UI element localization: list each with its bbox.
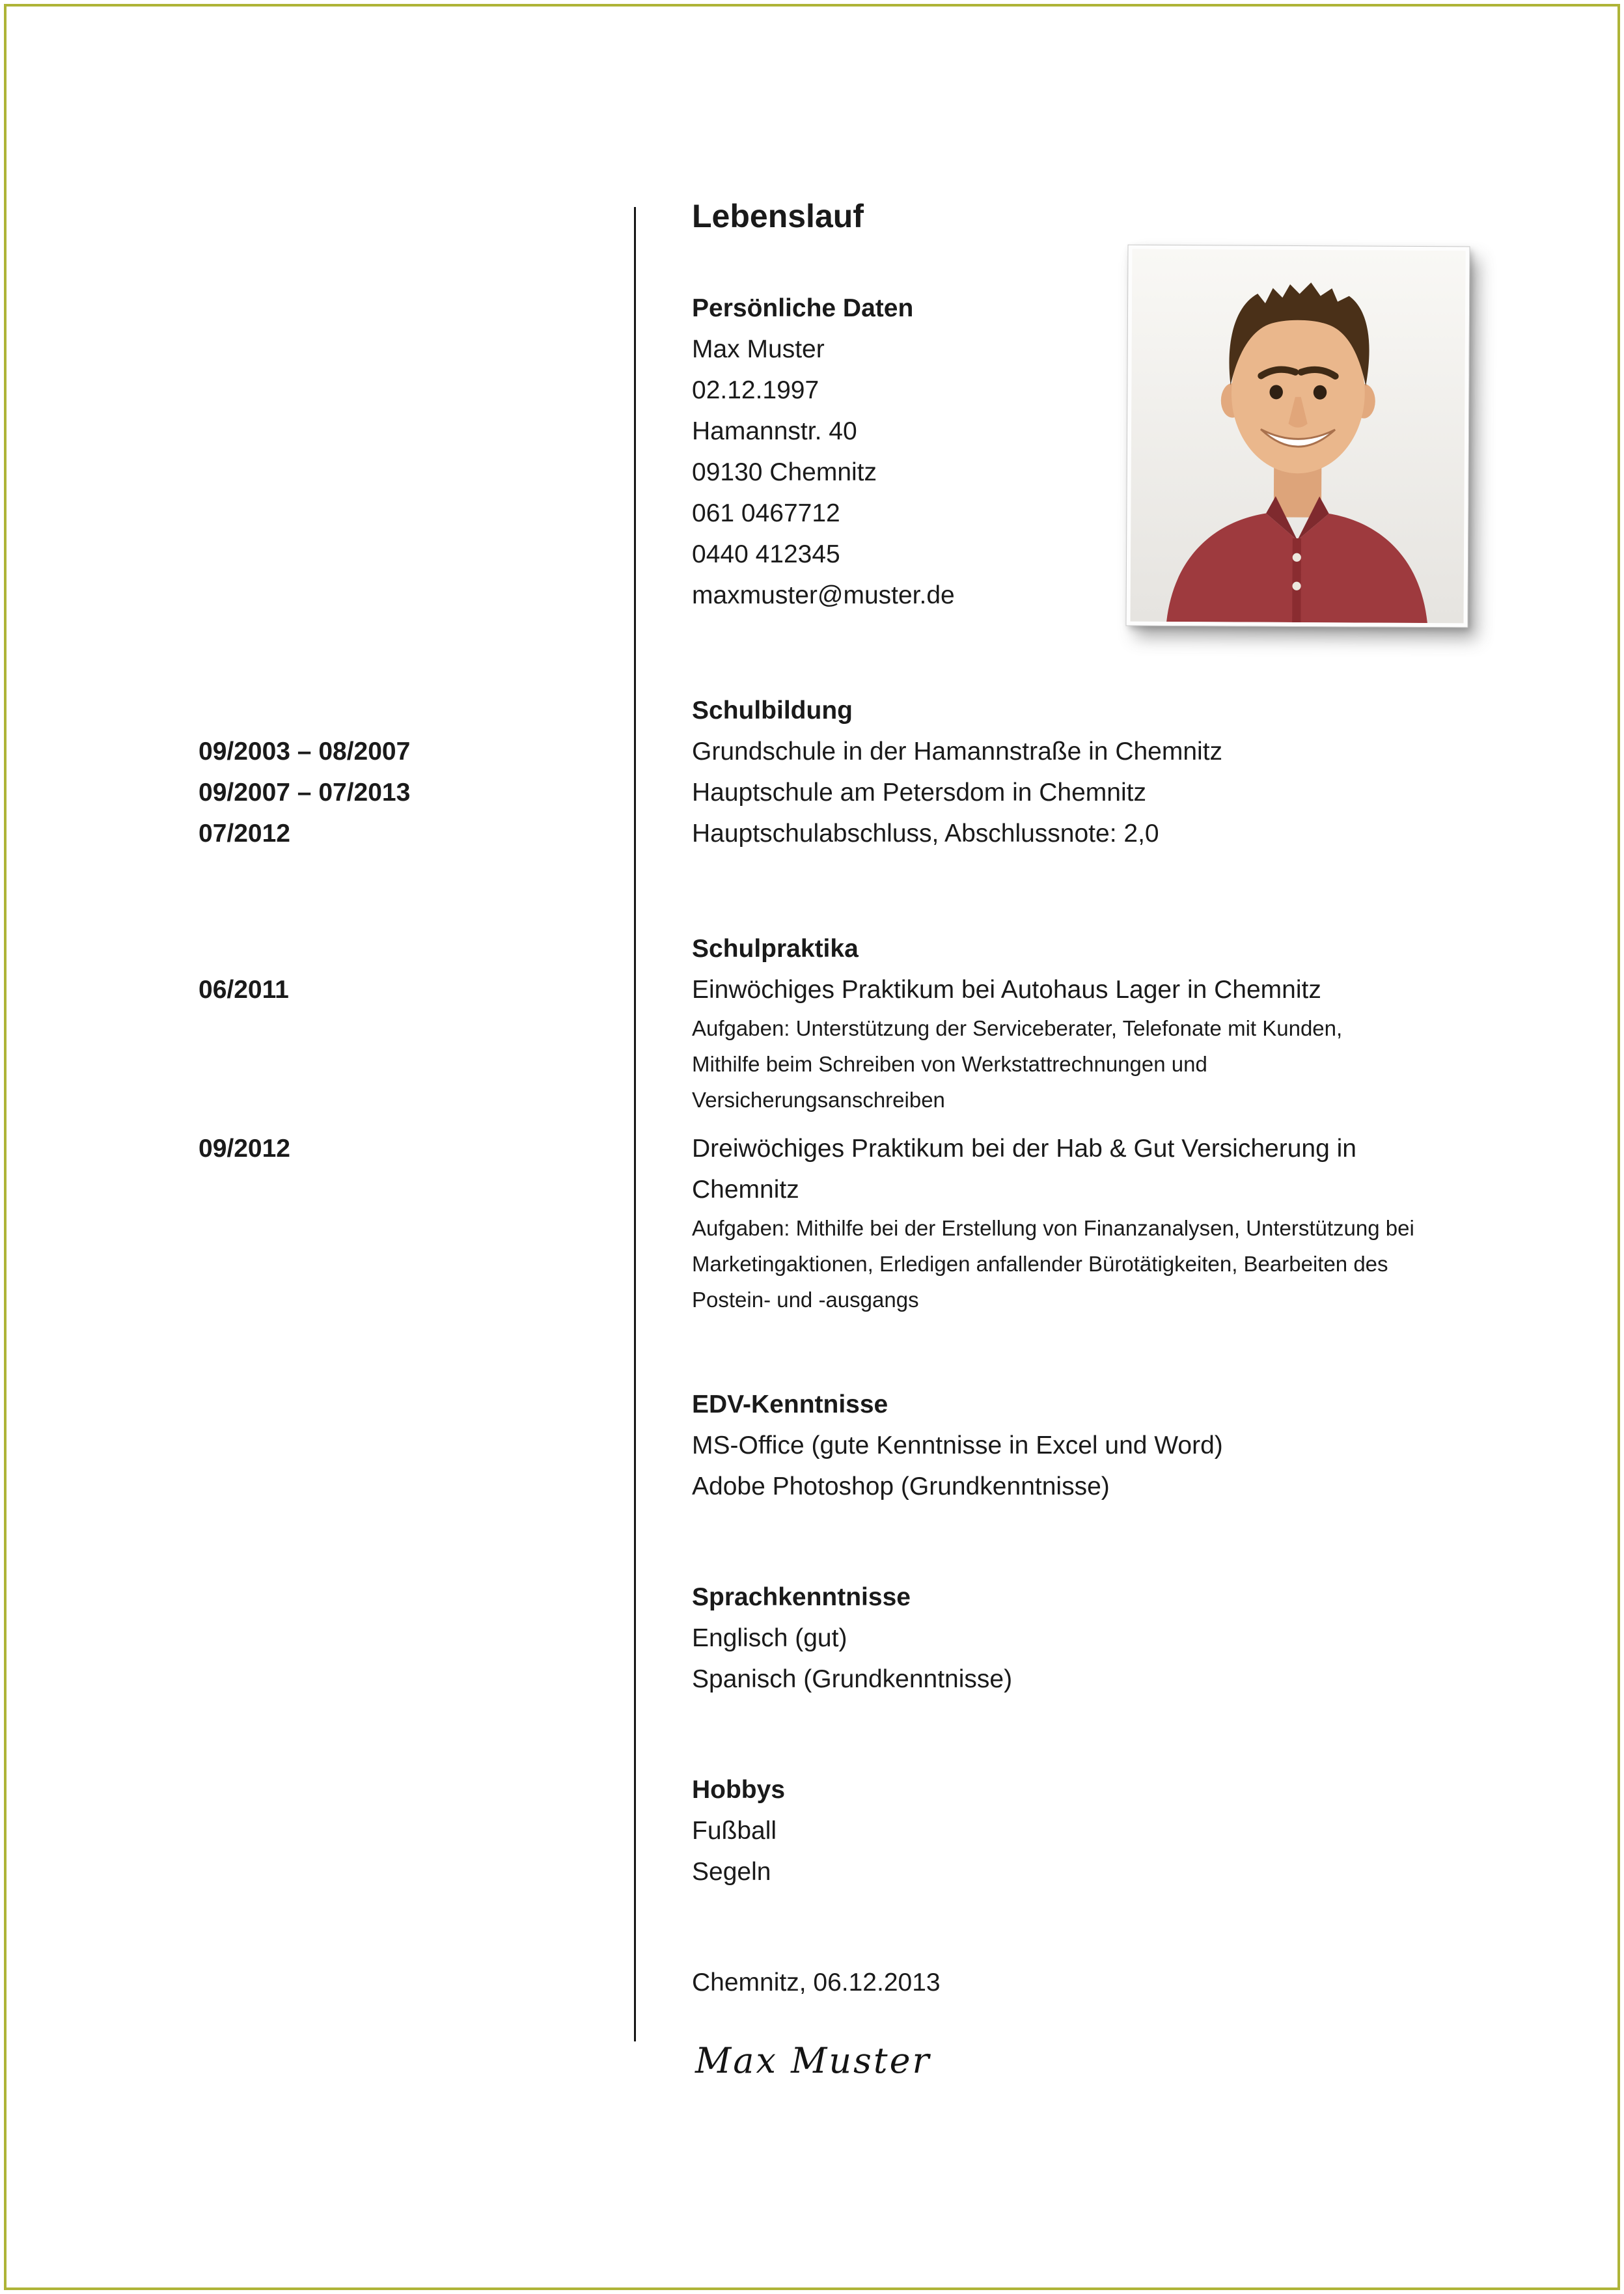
- edv-heading: EDV-Kenntnisse: [692, 1390, 888, 1418]
- edv-section: [692, 1384, 1223, 1507]
- internship-details: Aufgaben: Unterstützung der Serviceberater, Telefonate mit Kunden, Mithilfe beim Schreiben von Werkstattrechnungen und Versicherungsanschreiben: [692, 1016, 1343, 1112]
- vertical-divider: [634, 207, 636, 2041]
- personal-city: 09130 Chemnitz: [692, 458, 877, 486]
- education-heading: Schulbildung: [692, 697, 853, 725]
- internship-details: Aufgaben: Mithilfe bei der Erstellung von Finanzanalysen, Unterstützung bei Marketingaktionen, Erledigen anfallender Bürotätigkeiten, Bearbeiten des Postein- und -ausgangs: [692, 1216, 1414, 1312]
- education-entry: [199, 772, 1222, 813]
- languages-section: [692, 1577, 1012, 1700]
- personal-phone-2: 0440 412345: [692, 540, 840, 568]
- internship-title: Dreiwöchiges Praktikum bei der Hab & Gut Versicherung in Chemnitz: [692, 1135, 1356, 1204]
- internship-entry: [199, 969, 1414, 1118]
- city-date: Chemnitz, 06.12.2013: [692, 1969, 941, 1997]
- entry-date: 07/2012: [199, 820, 290, 848]
- personal-street: Hamannstr. 40: [692, 417, 857, 445]
- hobby-item: Segeln: [692, 1858, 771, 1886]
- internship-title: Einwöchiges Praktikum bei Autohaus Lager in Chemnitz: [692, 976, 1321, 1004]
- hobby-item: Fußball: [692, 1817, 777, 1845]
- signature: Max Muster: [695, 2040, 931, 2081]
- portrait-illustration: [1131, 249, 1466, 624]
- entry-date: 09/2007 – 07/2013: [199, 779, 411, 807]
- personal-name: Max Muster: [692, 335, 825, 363]
- education-entry: [199, 731, 1223, 772]
- personal-phone-1: 061 0467712: [692, 499, 840, 527]
- edv-item: MS-Office (gute Kenntnisse in Excel und Word): [692, 1431, 1223, 1459]
- personal-heading: Persönliche Daten: [692, 294, 914, 322]
- entry-text: Hauptschulabschluss, Abschlussnote: 2,0: [692, 820, 1159, 848]
- hobbies-heading: Hobbys: [692, 1776, 786, 1804]
- internships-section: [199, 928, 1414, 1318]
- hobbies-section: [692, 1769, 785, 1892]
- personal-birthdate: 02.12.1997: [692, 376, 819, 404]
- languages-heading: Sprachkenntnisse: [692, 1583, 911, 1611]
- language-item: Spanisch (Grundkenntnisse): [692, 1665, 1013, 1693]
- page-title: Lebenslauf: [692, 198, 864, 234]
- entry-date: 09/2003 – 08/2007: [199, 738, 411, 766]
- entry-text: Hauptschule am Petersdom in Chemnitz: [692, 779, 1146, 807]
- internship-entry: [199, 1128, 1414, 1318]
- edv-item: Adobe Photoshop (Grundkenntnisse): [692, 1472, 1110, 1500]
- education-entry: [199, 813, 1222, 854]
- portrait-photo: [1126, 245, 1469, 628]
- entry-date: 09/2012: [199, 1135, 290, 1163]
- entry-date: 06/2011: [199, 976, 289, 1004]
- personal-section: [692, 288, 955, 616]
- entry-text: Grundschule in der Hamannstraße in Chemnitz: [692, 738, 1223, 766]
- language-item: Englisch (gut): [692, 1624, 847, 1652]
- personal-email: maxmuster@muster.de: [692, 581, 955, 609]
- internships-heading: Schulpraktika: [692, 935, 859, 963]
- education-section: [199, 690, 1223, 854]
